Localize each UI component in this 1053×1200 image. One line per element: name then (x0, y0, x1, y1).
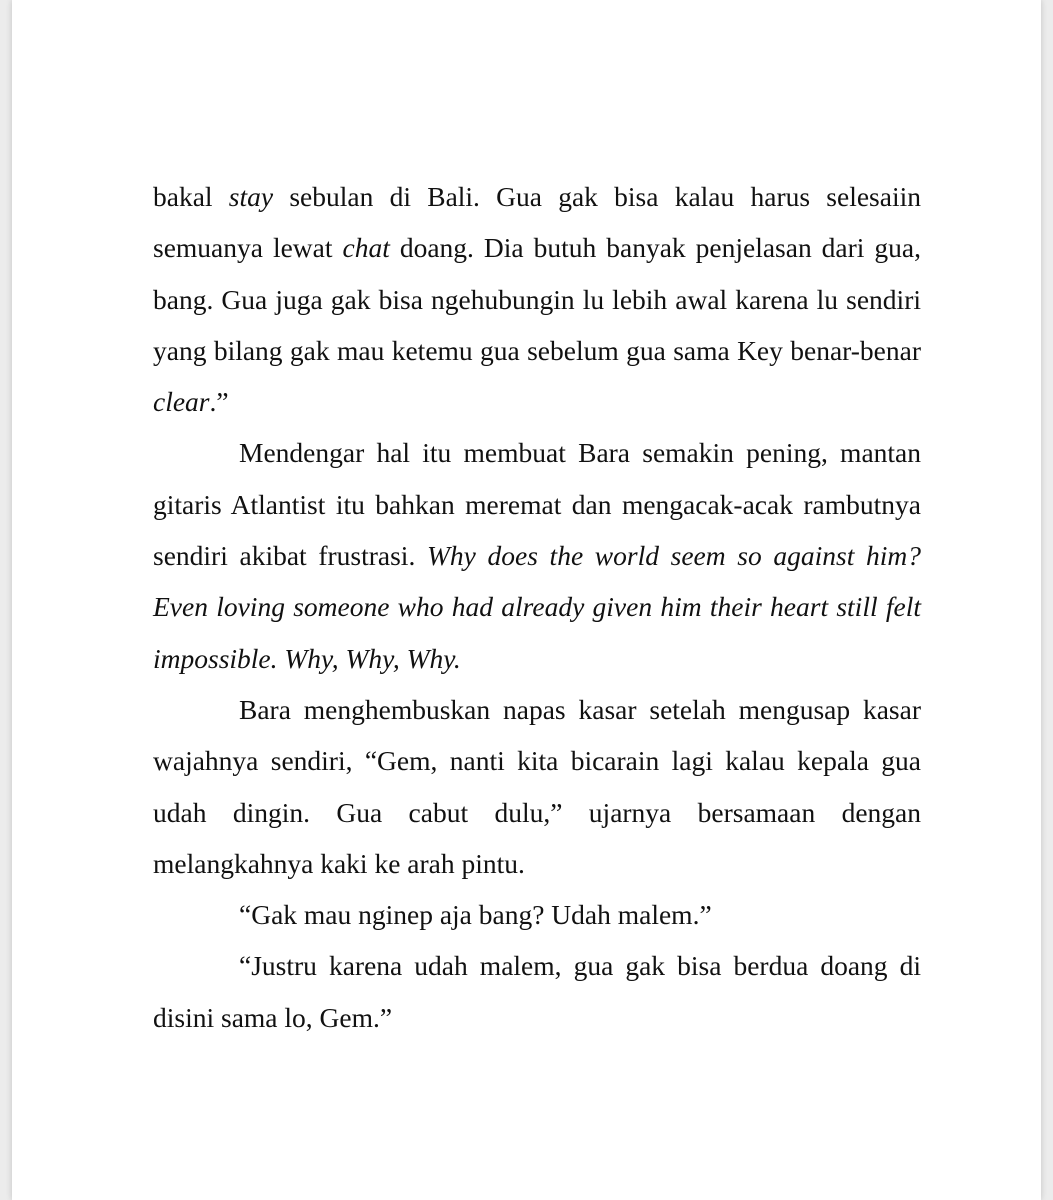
body-text (153, 171, 921, 1043)
italic-run: clear (153, 386, 210, 418)
text-run: .” (209, 386, 229, 418)
text-run: “Justru karena udah malem, gua gak bisa berdua doang di disini sama lo, Gem.” (153, 950, 921, 1033)
text-run: doang. Dia butuh banyak penjelasan dari gua, bang. Gua juga gak bisa ngehubungin lu lebih awal karena lu sendiri yang bilang gak mau ketemu gua sebelum gua sama Key benar-benar (153, 232, 922, 366)
text-run: sebulan di Bali. Gua gak bisa kalau harus selesaiin semuanya lewat (153, 181, 921, 264)
paragraph-5 (153, 940, 921, 1043)
paragraph-4 (153, 889, 921, 940)
text-run: “Gak mau nginep aja bang? Udah malem.” (239, 899, 712, 931)
italic-run: Why does the world seem so against him? Even loving someone who had already given him their heart still felt impossible. Why, Why, Why. (153, 540, 921, 674)
text-run: bakal (153, 181, 229, 212)
text-run: Bara menghembuskan napas kasar setelah mengusap kasar wajahnya sendiri, “Gem, nanti kita bicarain lagi kalau kepala gua udah dingin. Gua cabut dulu,” ujarnya bersamaan dengan melangkahnya kaki ke arah pintu. (153, 693, 921, 879)
paragraph-1 (153, 171, 921, 427)
paragraph-3 (153, 684, 921, 889)
text-run: Mendengar hal itu membuat Bara semakin pening, mantan gitaris Atlantist itu bahkan meremat dan mengacak-acak rambutnya sendiri akibat frustrasi. (153, 437, 921, 572)
italic-run: stay (228, 181, 274, 212)
paragraph-2 (153, 427, 921, 683)
document-page (12, 0, 1041, 1200)
italic-run: chat (342, 232, 390, 264)
